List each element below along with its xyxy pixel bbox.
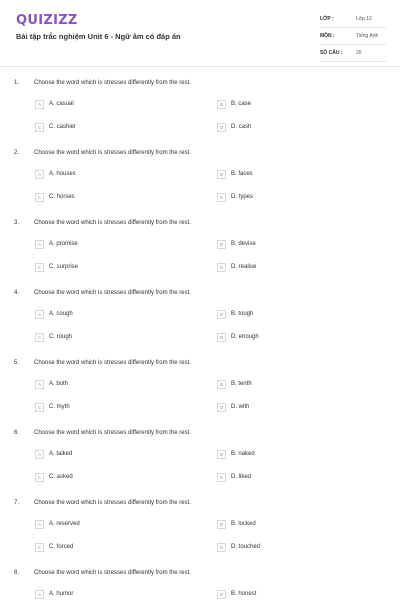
option-letter-box: B [217,380,226,389]
option-letter-box: B [217,170,226,179]
question-list [0,76,400,600]
quizizz-logo: QUIZIZZ [16,13,78,28]
option-a[interactable] [35,449,72,459]
option-letter-box: D [217,263,226,272]
meta-label: LỚP : [320,16,334,22]
option-b[interactable] [217,239,256,249]
option-text: C. forced [49,544,74,550]
meta-row-count [320,48,386,62]
option-text: C. horses [49,194,75,200]
option-text: A. humor [49,591,74,597]
meta-value: Lớp 12 [356,16,372,22]
option-text: D. enough [231,334,259,340]
option-letter-box: A [35,240,44,249]
option-a[interactable] [35,519,80,529]
option-text: D. realise [231,264,257,270]
option-letter-box: B [217,590,226,599]
option-text: B. faces [231,171,253,177]
option-d[interactable] [217,332,259,342]
option-letter-box: C [35,543,44,552]
option-text: B. tenth [231,381,252,387]
question-item [0,426,400,496]
option-letter-box: B [217,310,226,319]
option-b[interactable] [217,379,252,389]
question-text: Choose the word which is stresses differently from the rest. [34,500,191,506]
option-text: C. asked [49,474,73,480]
option-text: B. locked [231,521,256,527]
question-number: 4. [14,290,20,296]
option-text: A. houses [49,171,76,177]
option-letter-box: A [35,450,44,459]
question-item [0,76,400,146]
question-item [0,146,400,216]
option-b[interactable] [217,519,256,529]
option-letter-box: A [35,100,44,109]
option-text: A. both [49,381,69,387]
option-c[interactable] [35,262,78,272]
option-letter-box: D [217,193,226,202]
option-a[interactable] [35,309,73,319]
option-text: A. talked [49,451,73,457]
meta-label: SỐ CÂU : [320,50,343,56]
option-d[interactable] [217,122,251,132]
question-number: 2. [14,150,20,156]
meta-label: MÔN : [320,33,335,39]
option-letter-box: C [35,193,44,202]
meta-value: Tiếng Anh [356,33,379,39]
question-text: Choose the word which is stresses differently from the rest. [34,80,191,86]
option-a[interactable] [35,239,78,249]
option-b[interactable] [217,309,253,319]
option-text: C. myth [49,404,70,410]
question-number: 6. [14,430,20,436]
option-text: A. casual [49,101,74,107]
option-d[interactable] [217,402,249,412]
option-d[interactable] [217,262,256,272]
option-c[interactable] [35,192,75,202]
option-text: D. cash [231,124,252,130]
question-number: 8. [14,570,20,576]
worksheet-header [0,0,400,66]
option-d[interactable] [217,472,251,482]
option-letter-box: B [217,240,226,249]
option-text: C. cashier [49,124,77,130]
option-c[interactable] [35,402,70,412]
option-a[interactable] [35,169,76,179]
worksheet-title: Bài tập trắc nghiệm Unit 6 - Ngữ âm có đáp án [16,32,181,41]
option-letter-box: D [217,473,226,482]
question-text: Choose the word which is stresses differently from the rest. [34,290,191,296]
option-text: D. with [231,404,250,410]
option-letter-box: C [35,263,44,272]
question-item [0,286,400,356]
question-item [0,216,400,286]
question-item [0,356,400,426]
option-b[interactable] [217,449,255,459]
question-text: Choose the word which is stresses differently from the rest. [34,150,191,156]
meta-row-grade [320,14,386,28]
option-letter-box: C [35,473,44,482]
option-c[interactable] [35,122,76,132]
option-letter-box: D [217,403,226,412]
option-letter-box: B [217,100,226,109]
option-c[interactable] [35,332,72,342]
option-text: B. devise [231,241,256,247]
option-b[interactable] [217,169,253,179]
question-text: Choose the word which is stresses differently from the rest. [34,570,191,576]
question-text: Choose the word which is stresses differently from the rest. [34,360,191,366]
option-letter-box: D [217,543,226,552]
option-text: B. tough [231,311,254,317]
question-item [0,566,400,600]
option-d[interactable] [217,542,260,552]
option-d[interactable] [217,192,253,202]
option-text: D. liked [231,474,252,480]
option-c[interactable] [35,542,73,552]
question-number: 1. [14,80,20,86]
option-letter-box: A [35,380,44,389]
option-letter-box: A [35,520,44,529]
option-text: A. promise [49,241,78,247]
question-number: 5. [14,360,20,366]
option-b[interactable] [217,99,251,109]
option-letter-box: C [35,403,44,412]
option-a[interactable] [35,99,74,109]
option-letter-box: B [217,520,226,529]
option-letter-box: D [217,123,226,132]
question-text: Choose the word which is stresses differently from the rest. [34,220,191,226]
meta-row-subject [320,31,386,45]
option-letter-box: A [35,590,44,599]
meta-value: 20 [356,50,362,56]
option-text: B. honest [231,591,257,597]
option-text: C. rough [49,334,73,340]
option-a[interactable] [35,379,68,389]
option-b[interactable] [217,589,256,599]
option-letter-box: D [217,333,226,342]
option-text: D. touched [231,544,261,550]
option-letter-box: B [217,450,226,459]
meta-info [320,14,386,65]
option-c[interactable] [35,472,73,482]
option-text: A. reserved [49,521,80,527]
option-letter-box: A [35,310,44,319]
option-letter-box: A [35,170,44,179]
option-text: B. naked [231,451,255,457]
option-text: C. surprise [49,264,79,270]
question-number: 7. [14,500,20,506]
option-a[interactable] [35,589,73,599]
option-text: D. types [231,194,254,200]
header-divider [0,66,400,67]
option-letter-box: C [35,333,44,342]
option-letter-box: C [35,123,44,132]
option-text: A. cough [49,311,73,317]
option-text: B. case [231,101,252,107]
question-text: Choose the word which is stresses differently from the rest. [34,430,191,436]
question-number: 3. [14,220,20,226]
question-item [0,496,400,566]
